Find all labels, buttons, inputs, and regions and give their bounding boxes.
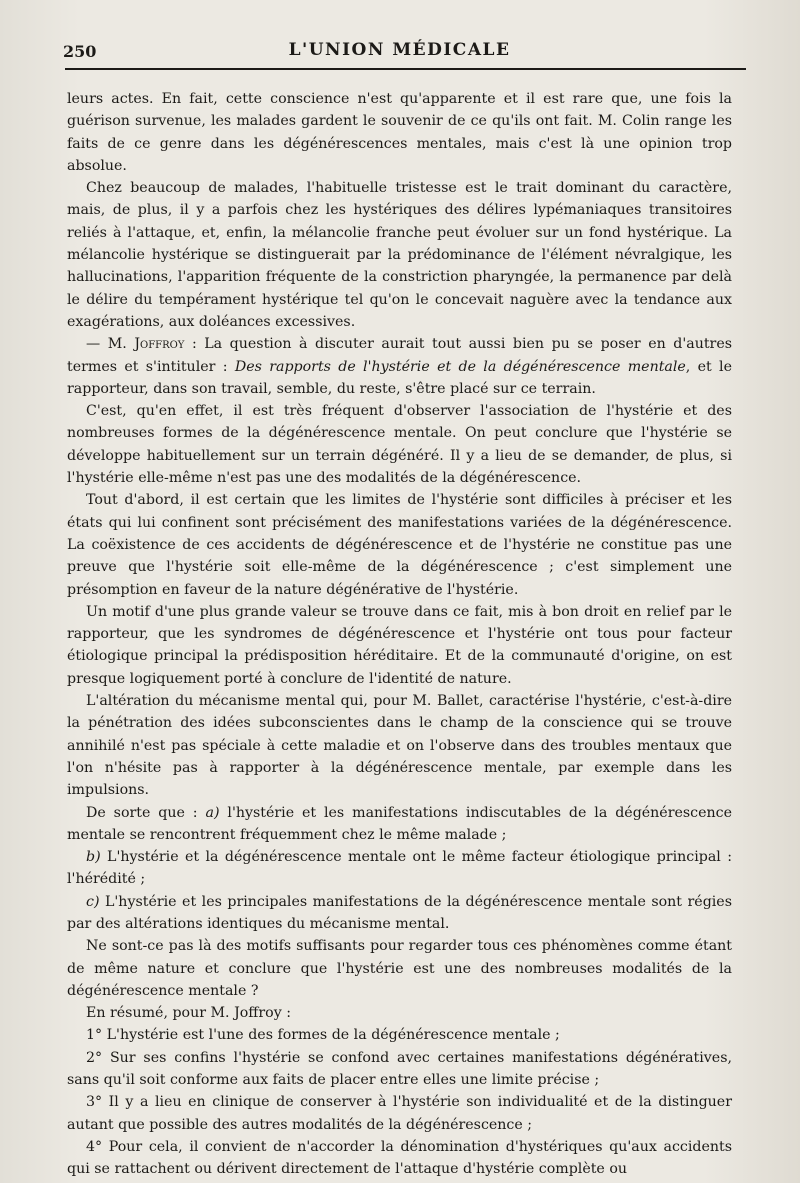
italic-title: Des rapports de l'hystérie et de la dégénérescence mentale <box>234 358 686 375</box>
text-run: : La question à discuter aurait tout aussi bien pu se poser en d'autres termes et s'intituler : <box>67 336 733 375</box>
list-letter: a) <box>205 804 220 821</box>
paragraph: 3° Il y a lieu en clinique de conserver à l'hystérie son individualité et de la distinguer autant que possible des autres modalités de la dégénérescence ; <box>67 1094 732 1133</box>
dash-prefix: — M. <box>86 336 135 353</box>
text-run: , et le rapporteur, dans son travail, semble, du reste, s'être placé sur ce terrain. <box>67 358 732 397</box>
paragraph: Ne sont-ce pas là des motifs suffisants pour regarder tous ces phénomènes comme étant de même nature et conclure que l'hystérie est une des nombreuses modalités de la dégénérescence mentale ? <box>67 938 732 999</box>
paragraph: 1° L'hystérie est l'une des formes de la dégénérescence mentale ; <box>86 1027 560 1044</box>
list-letter: b) <box>86 849 101 866</box>
running-head: L'UNION MÉDICALE <box>288 40 511 60</box>
paragraph: 4° Pour cela, il convient de n'accorder la dénomination d'hystériques qu'aux accidents qui se rattachent ou dérivent directement de l'attaque d'hystérie complète ou <box>67 1138 732 1178</box>
paragraph: L'altération du mécanisme mental qui, pour M. Ballet, caractérise l'hystérie, c'est-à-dire la pénétration des idées subconscientes dans le champ de la conscience qui se trouve annihilé n'est pas spéciale à cette maladie et on l'observe dans des troubles mentaux que l'on n'hésite pas à rapporter à la dégénérescence mentale, par exemple dans les impulsions. <box>67 693 732 799</box>
paragraph <box>67 846 732 891</box>
text-run: De sorte que : <box>86 804 206 821</box>
paragraph: C'est, qu'en effet, il est très fréquent d'observer l'association de l'hystérie et des nombreuses formes de la dégénérescence mentale. On peut conclure que l'hystérie se développe habituellement sur un terrain dégénéré. Il y a lieu de se demander, de plus, si l'hystérie elle-même n'est pas une des modalités de la dégénérescence. <box>67 403 732 487</box>
paragraph: leurs actes. En fait, cette conscience n'est qu'apparente et il est rare que, une fois la guérison survenue, les malades gardent le souvenir de ce qu'ils ont fait. M. Colin range les faits de ce genre dans les dégénérescences mentales, mais c'est là une opinion trop absolue. <box>67 91 732 174</box>
paragraph: Tout d'abord, il est certain que les limites de l'hystérie sont difficiles à préciser et les états qui lui confinent sont précisément des manifestations variées de la dégénérescence. La coëxistence de ces accidents de dégénérescence et de l'hystérie ne constitue pas une preuve que l'hystérie soit elle-même de la dégénérescence ; c'est simplement une présomption en faveur de la nature dégénérative de l'hystérie. <box>67 492 732 598</box>
paragraph: Chez beaucoup de malades, l'habituelle tristesse est le trait dominant du caractère, mais, de plus, il y a parfois chez les hystériques des délires lypémaniaques transitoires reliés à l'attaque, et, enfin, la mélancolie franche peut évoluer sur un fond hystérique. La mélancolie hystérique se distinguerait par la prédominance de l'élément névralgique, les hallucinations, l'apparition fréquente de la constriction pharyngée, la permanence par delà le délire du tempérament hystérique tel qu'on le concevait naguère avec la tendance aux exagérations, aux doléances excessives. <box>67 180 732 330</box>
list-letter: c) <box>86 893 100 910</box>
speaker-name: Joffroy <box>134 336 185 353</box>
paragraph <box>67 891 732 936</box>
paragraph <box>67 802 732 847</box>
page-header <box>63 34 732 64</box>
text-run: L'hystérie et les principales manifestations de la dégénérescence mentale sont régies par des altérations identiques du mécanisme mental. <box>67 893 732 932</box>
paragraph: 2° Sur ses confins l'hystérie se confond avec certaines manifestations dégénératives, sans qu'il soit conforme aux faits de placer entre elles une limite précise ; <box>67 1049 732 1089</box>
page-number: 250 <box>63 42 97 61</box>
header-rule <box>65 68 746 70</box>
text-run: L'hystérie et la dégénérescence mentale ont le même facteur étiologique principal : l'hérédité ; <box>67 849 732 888</box>
paragraph: Un motif d'une plus grande valeur se trouve dans ce fait, mis à bon droit en relief par le rapporteur, que les syndromes de dégénérescence et l'hystérie ont tous pour facteur étiologique principal la prédisposition héréditaire. Et de la communauté d'origine, on est presque logiquement porté à conclure de l'identité de nature. <box>67 603 732 687</box>
text-run: l'hystérie et les manifestations indiscutables de la dégénérescence mentale se rencontrent fréquemment chez le même malade ; <box>67 804 732 843</box>
paragraph <box>67 333 732 400</box>
paragraph: En résumé, pour M. Joffroy : <box>86 1005 292 1022</box>
body-text <box>67 88 732 1181</box>
